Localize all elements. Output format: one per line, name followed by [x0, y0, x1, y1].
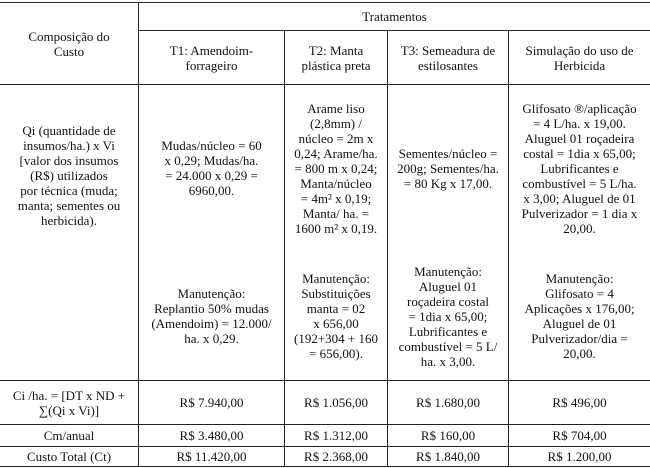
- row-ci-t1: R$ 7.940,00: [179, 395, 244, 410]
- row-cm-t1: R$ 3.480,00: [179, 428, 244, 443]
- row-cm-label: Cm/anual: [43, 428, 95, 443]
- row-ci-label: Ci /ha. = [DT x ND + ∑(Qi x Vi)]: [12, 387, 126, 418]
- row-qi-label: Qi (quantidade de insumos/ha.) x Vi [valor dos insumos (R$) utilizados por técnica (muda; manta; sementes ou herbicida).: [17, 122, 121, 228]
- row-qi-t3: Sementes/núcleo = 200g; Sementes/ha. = 80 Kg x 17,00.: [397, 145, 499, 191]
- row-ct-t1: R$ 11.420,00: [176, 449, 247, 464]
- row-manutencao-t2: Manutenção: Substituições manta = 02 x 656,00 (192+304 + 160 = 656,00).: [294, 271, 378, 361]
- row-cm-t3: R$ 160,00: [420, 428, 476, 443]
- row-qi-herbicida: Glifosato ®/aplicação = 4 L/ha. x 19,00. Aluguel 01 roçadeira costal = 1dia x 65,00; Lubrificantes e combustível = 5 L/ha. x 3,00; Aluguel de 01 Pulverizador = 1 dia x 20,00.: [521, 100, 638, 236]
- row-ci-herbicida: R$ 496,00: [552, 395, 607, 410]
- row-manutencao-label: [0, 252, 138, 380]
- header-t3: T3: Semeadura de estilosantes: [400, 42, 496, 73]
- row-cm-herbicida: R$ 704,00: [552, 428, 607, 443]
- row-ct-t2: R$ 2.368,00: [304, 449, 368, 464]
- row-manutencao-t1: Manutenção: Replantio 50% mudas (Amendoim) = 12.000/ ha. x 0,29.: [151, 286, 272, 346]
- row-cm-t2: R$ 1.312,00: [304, 428, 368, 443]
- row-manutencao-t3: Manutenção: Aluguel 01 roçadeira costal = 1dia x 65,00; Lubrificantes e combustível = 5 L/ ha. x 3,00.: [398, 263, 498, 369]
- header-herbicida: Simulação do uso de Herbicida: [525, 42, 634, 73]
- row-ci-t2: R$ 1.056,00: [304, 395, 368, 410]
- row-qi-t1: Mudas/núcleo = 60 x 0,29; Mudas/ha. = 24.000 x 0,29 = 6960,00.: [161, 138, 262, 198]
- row-ct-herbicida: R$ 1.200,00: [547, 449, 612, 464]
- row-ct-label: Custo Total (Ct): [26, 449, 112, 464]
- header-t1: T1: Amendoim- forrageiro: [169, 42, 254, 73]
- header-group: Tratamentos: [362, 9, 427, 24]
- rule-bottom: [0, 466, 650, 467]
- row-qi-t2: Arame liso (2,8mm) / núcleo = 2m x 0,24; Arame/ha. = 800 m x 0,24; Manta/núcleo = 4m² x 0,19; Manta/ ha. = 1600 m² x 0,19.: [294, 100, 378, 236]
- row-ct-t3: R$ 1.840,00: [416, 449, 480, 464]
- header-composicao: Composição do Custo: [28, 28, 110, 59]
- row-ci-t3: R$ 1.680,00: [416, 395, 480, 410]
- row-manutencao-herbicida: Manutenção: Glifosato = 4 Aplicações x 176,00; Aluguel de 01 Pulverizador/dia = 20,00.: [524, 271, 635, 361]
- header-t2: T2: Manta plástica preta: [301, 42, 371, 73]
